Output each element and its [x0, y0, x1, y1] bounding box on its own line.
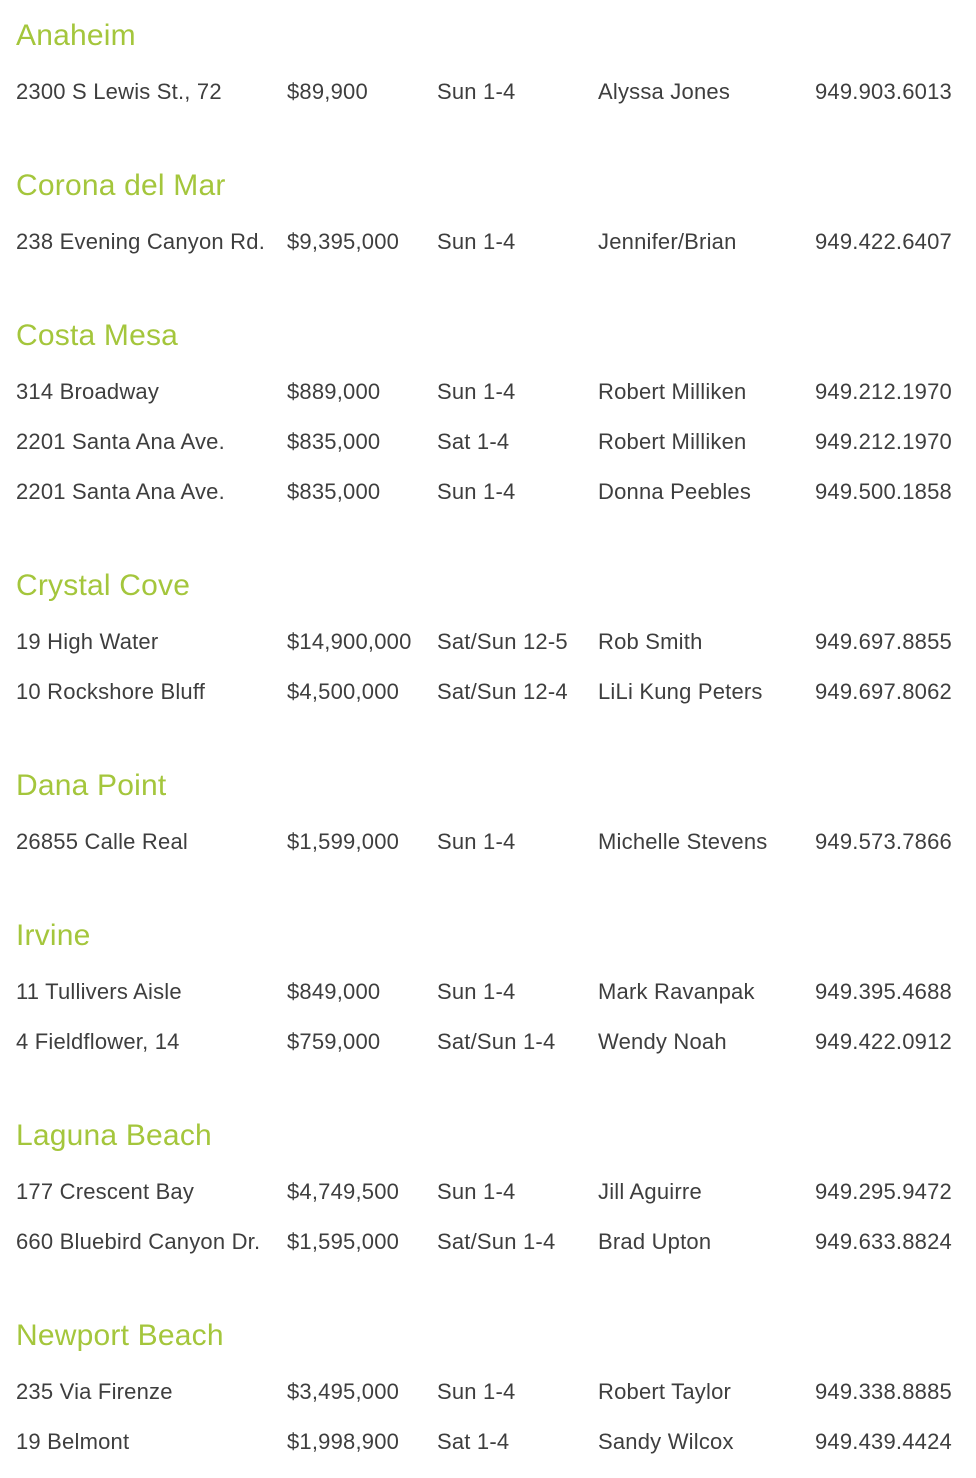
- listing-address: 2201 Santa Ana Ave.: [16, 429, 225, 454]
- agent-phone: 949.903.6013: [815, 79, 952, 104]
- agent-phone: 949.212.1970: [815, 379, 952, 404]
- city-section: [16, 568, 958, 717]
- city-section: [16, 1318, 958, 1467]
- open-house-time: Sat/Sun 12-4: [437, 679, 568, 704]
- listing-row: [16, 217, 958, 267]
- open-house-time: Sat 1-4: [437, 429, 510, 454]
- listing-row: [16, 67, 958, 117]
- listing-agent: Wendy Noah: [598, 1029, 727, 1054]
- city-section: [16, 918, 958, 1067]
- listing-row: [16, 617, 958, 667]
- listing-rows: [16, 367, 958, 517]
- listing-agent: Jennifer/Brian: [598, 229, 737, 254]
- listing-rows: [16, 1367, 958, 1467]
- listing-row: [16, 967, 958, 1017]
- listing-price: $835,000: [287, 479, 381, 504]
- city-section: [16, 318, 958, 517]
- listing-price: $1,599,000: [287, 829, 400, 854]
- listing-address: 19 High Water: [16, 629, 159, 654]
- listing-price: $889,000: [287, 379, 381, 404]
- listing-price: $14,900,000: [287, 629, 412, 654]
- open-house-time: Sat/Sun 1-4: [437, 1029, 556, 1054]
- listing-row: [16, 1017, 958, 1067]
- agent-phone: 949.212.1970: [815, 429, 952, 454]
- agent-phone: 949.633.8824: [815, 1229, 952, 1254]
- listing-rows: [16, 217, 958, 267]
- listing-address: 2300 S Lewis St., 72: [16, 79, 222, 104]
- listing-address: 4 Fieldflower, 14: [16, 1029, 180, 1054]
- listing-agent: Robert Taylor: [598, 1379, 732, 1404]
- listing-agent: LiLi Kung Peters: [598, 679, 763, 704]
- open-house-time: Sun 1-4: [437, 979, 516, 1004]
- listing-row: [16, 417, 958, 467]
- listing-address: 19 Belmont: [16, 1429, 130, 1454]
- listing-price: $4,500,000: [287, 679, 400, 704]
- listing-price: $3,495,000: [287, 1379, 400, 1404]
- listing-row: [16, 1167, 958, 1217]
- city-section: [16, 1118, 958, 1267]
- listing-address: 11 Tullivers Aisle: [16, 979, 182, 1004]
- agent-phone: 949.697.8062: [815, 679, 952, 704]
- open-house-time: Sun 1-4: [437, 379, 516, 404]
- agent-phone: 949.500.1858: [815, 479, 952, 504]
- listing-agent: Robert Milliken: [598, 429, 747, 454]
- agent-phone: 949.395.4688: [815, 979, 952, 1004]
- listing-agent: Sandy Wilcox: [598, 1429, 734, 1454]
- city-heading: Corona del Mar: [16, 169, 226, 202]
- city-heading: Laguna Beach: [16, 1119, 212, 1152]
- listing-rows: [16, 967, 958, 1067]
- open-house-time: Sun 1-4: [437, 1179, 516, 1204]
- listing-address: 314 Broadway: [16, 379, 160, 404]
- listing-price: $9,395,000: [287, 229, 400, 254]
- listing-address: 26855 Calle Real: [16, 829, 188, 854]
- open-house-time: Sun 1-4: [437, 829, 516, 854]
- listing-agent: Brad Upton: [598, 1229, 712, 1254]
- listing-agent: Robert Milliken: [598, 379, 747, 404]
- open-house-time: Sun 1-4: [437, 479, 516, 504]
- listing-agent: Donna Peebles: [598, 479, 752, 504]
- listing-row: [16, 667, 958, 717]
- listing-address: 660 Bluebird Canyon Dr.: [16, 1229, 261, 1254]
- listing-price: $759,000: [287, 1029, 381, 1054]
- listing-address: 235 Via Firenze: [16, 1379, 173, 1404]
- listing-price: $1,595,000: [287, 1229, 400, 1254]
- agent-phone: 949.338.8885: [815, 1379, 952, 1404]
- city-section: [16, 768, 958, 867]
- listing-agent: Alyssa Jones: [598, 79, 731, 104]
- agent-phone: 949.697.8855: [815, 629, 952, 654]
- city-section: [16, 168, 958, 267]
- listing-row: [16, 1367, 958, 1417]
- listing-row: [16, 1417, 958, 1467]
- listing-row: [16, 467, 958, 517]
- listing-agent: Jill Aguirre: [598, 1179, 702, 1204]
- listing-row: [16, 817, 958, 867]
- listing-price: $89,900: [287, 79, 368, 104]
- listing-address: 2201 Santa Ana Ave.: [16, 479, 225, 504]
- listing-rows: [16, 817, 958, 867]
- agent-phone: 949.439.4424: [815, 1429, 952, 1454]
- listing-rows: [16, 67, 958, 117]
- open-house-time: Sat/Sun 12-5: [437, 629, 568, 654]
- listing-address: 10 Rockshore Bluff: [16, 679, 206, 704]
- listing-address: 177 Crescent Bay: [16, 1179, 195, 1204]
- agent-phone: 949.422.0912: [815, 1029, 952, 1054]
- listing-agent: Michelle Stevens: [598, 829, 768, 854]
- city-heading: Dana Point: [16, 769, 167, 802]
- city-section: [16, 18, 958, 117]
- agent-phone: 949.295.9472: [815, 1179, 952, 1204]
- city-heading: Costa Mesa: [16, 319, 179, 352]
- open-house-time: Sun 1-4: [437, 1379, 516, 1404]
- city-heading: Anaheim: [16, 19, 136, 52]
- open-house-time: Sat 1-4: [437, 1429, 510, 1454]
- listing-price: $835,000: [287, 429, 381, 454]
- city-heading: Irvine: [16, 919, 91, 952]
- listing-rows: [16, 617, 958, 717]
- listing-price: $849,000: [287, 979, 381, 1004]
- listing-rows: [16, 1167, 958, 1267]
- open-house-time: Sun 1-4: [437, 229, 516, 254]
- listing-price: $4,749,500: [287, 1179, 400, 1204]
- open-house-time: Sat/Sun 1-4: [437, 1229, 556, 1254]
- listing-row: [16, 367, 958, 417]
- listing-agent: Rob Smith: [598, 629, 703, 654]
- city-heading: Newport Beach: [16, 1319, 224, 1352]
- agent-phone: 949.422.6407: [815, 229, 952, 254]
- listing-price: $1,998,900: [287, 1429, 400, 1454]
- city-heading: Crystal Cove: [16, 569, 191, 602]
- listing-address: 238 Evening Canyon Rd.: [16, 229, 266, 254]
- open-house-time: Sun 1-4: [437, 79, 516, 104]
- listing-row: [16, 1217, 958, 1267]
- listing-agent: Mark Ravanpak: [598, 979, 755, 1004]
- agent-phone: 949.573.7866: [815, 829, 952, 854]
- open-house-list: [16, 18, 958, 1467]
